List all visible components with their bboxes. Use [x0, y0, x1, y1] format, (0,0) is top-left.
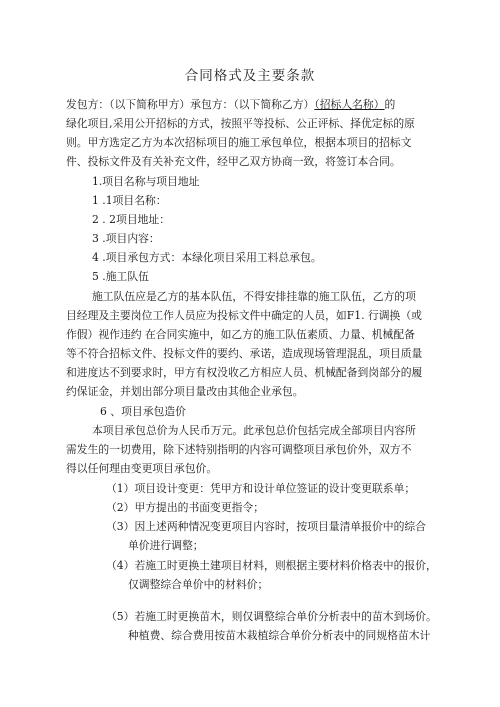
team-line-2: 目经理及主要岗位工作人员应为投标文件中确定的人员，如F1. 行调换（或 — [66, 309, 422, 322]
intro-line-1 — [66, 95, 438, 114]
adjust-item-4-continuation: 仅调整综合单价中的材料价； — [128, 578, 269, 591]
section-4-contract-mode: 4 .项目承包方式：本绿化项目采用工料总承包。 — [92, 251, 322, 264]
price-line-3: 得以任何理由变更项目承包价。 — [66, 462, 218, 475]
section-1-heading: 1.项目名称与项目地址 — [92, 175, 200, 188]
team-line-3: 作假）视作违约 在合同实施中，如乙方的施工队伍素质、力量、机械配备 — [66, 328, 415, 341]
adjust-item-3-continuation: 单价进行调整； — [128, 539, 204, 552]
bidder-name-placeholder: （招标人名称） — [314, 98, 385, 111]
price-line-2: 需发生的一切费用，除下述特别指明的内容可调整项目承包价外，双方不 — [66, 443, 412, 456]
team-line-4: 等不符合招标文件、投标文件的要约、承诺，造成现场管理混乱，项目质量 — [66, 347, 423, 360]
section-1-1-project-name: 1 .1项目名称： — [92, 194, 167, 207]
section-5-heading: 5 .施工队伍 — [92, 270, 149, 283]
price-line-1: 本项目承包总价为人民币万元。此承包总价包括完成全部项目内容所 — [92, 424, 416, 437]
team-line-1: 施工队伍应是乙方的基本队伍，不得安排挂靠的施工队伍，乙方的项 — [92, 290, 416, 303]
intro-line-3: 则。甲方选定乙方为本次招标项目的施工承包单位，根据本项目的招标文 — [66, 136, 412, 149]
intro-line-2: 绿化项目,采用公开招标的方式，按照平等投标、公正评标、择优定标的原 — [66, 117, 415, 130]
team-line-6: 约保证金，并划出部分项目量改由其他企业承包。 — [66, 385, 304, 398]
intro-line-4: 件、投标文件及有关补充文件，经甲乙双方协商一致，将签订本合同。 — [66, 155, 401, 168]
intro-paragraph — [66, 95, 438, 171]
intro-suffix-text: 的 — [384, 98, 396, 111]
adjust-item-5: （5）若施工时更换苗木，则仅调整综合单价分析表中的苗木到场价。 — [106, 610, 437, 623]
document-title: 合同格式及主要条款 — [184, 68, 316, 84]
adjust-item-4: （4）若施工时更换土建项目材料，则根据主要材料价格表中的报价， — [106, 559, 437, 572]
adjust-item-1: （1）项目设计变更：凭甲方和设计单位签证的设计变更联系单； — [106, 482, 416, 495]
adjust-item-5-continuation: 种植费、综合费用按苗木栽植综合单价分析表中的同规格苗木计 — [128, 629, 431, 642]
section-3-project-content: 3 .项目内容： — [92, 232, 160, 245]
price-paragraph — [66, 421, 438, 478]
intro-parties-text: 发包方：（以下简称甲方）承包方：（以下简称乙方） — [66, 98, 315, 111]
adjust-item-2: （2）甲方提出的书面变更指令； — [106, 501, 265, 514]
section-1-2-project-address: 2 . 2项目地址： — [92, 213, 171, 226]
team-paragraph — [66, 287, 438, 401]
section-6-heading: 6 、项目承包造价 — [100, 405, 186, 418]
team-line-5: 和进度达不到要求时，甲方有权没收乙方相应人员、机械配备到岗部分的履 — [66, 366, 423, 379]
adjust-item-3: （3）因上述两种情况变更项目内容时，按项目量清单报价中的综合 — [106, 520, 426, 533]
